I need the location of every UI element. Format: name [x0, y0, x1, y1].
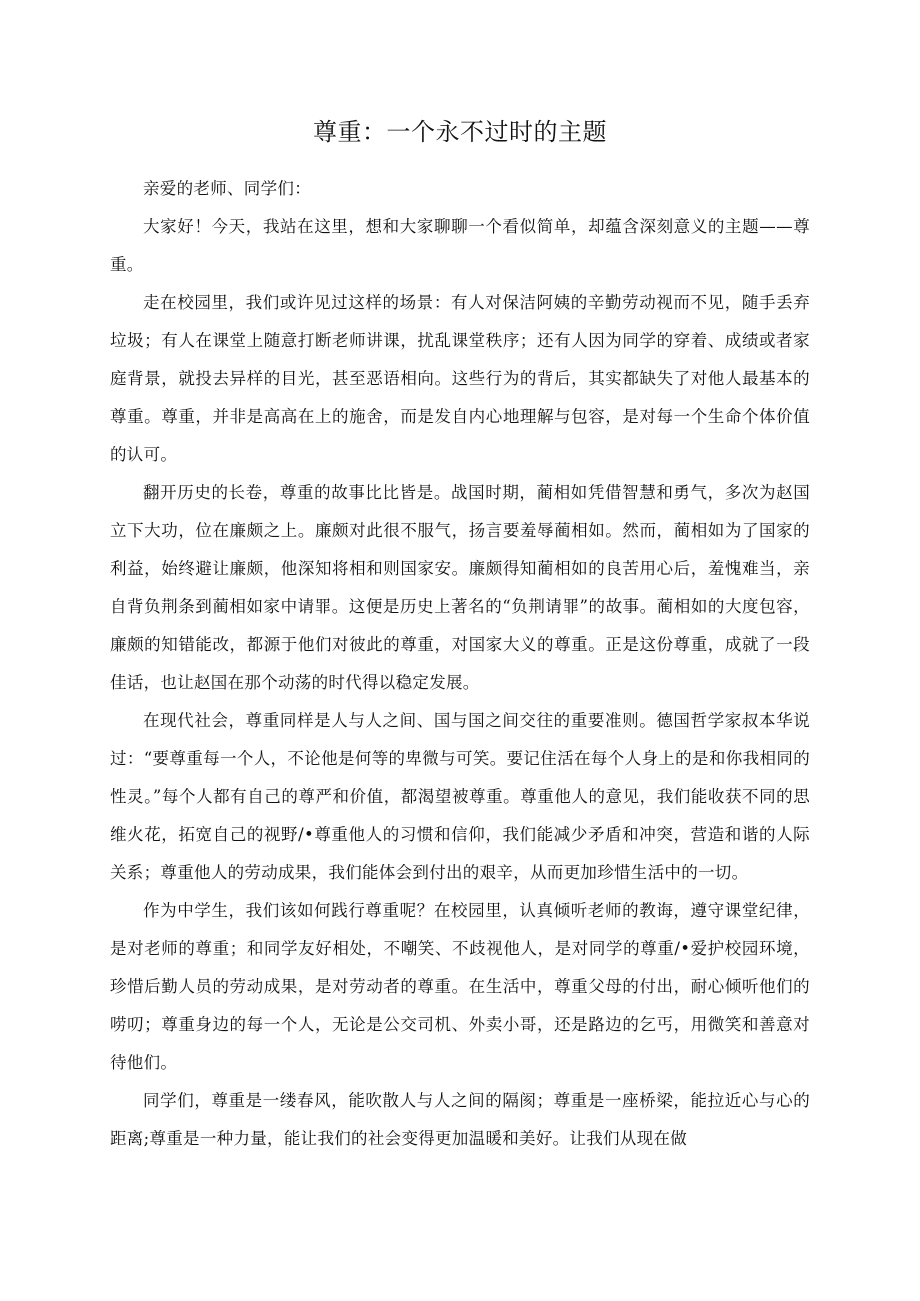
- paragraph-modern-society: 在现代社会，尊重同样是人与人之间、国与国之间交往的重要准则。德国哲学家叔本华说过：“要尊重每一个人，不论他是何等的卑微与可笑。要记住活在每个人身上的是和你我相同的性灵。”每个人都有自己的尊严和价值，都渴望被尊重。尊重他人的意见，我们能收获不同的思维火花，拓宽自己的视野/•尊重他人的习惯和信仰，我们能减少矛盾和冲突，营造和谐的人际关系；尊重他人的劳动成果，我们能体会到付出的艰辛，从而更加珍惜生活中的一切。: [110, 711, 810, 882]
- page-title: 尊重：一个永不过时的主题: [313, 118, 607, 146]
- paragraph-students: 作为中学生，我们该如何践行尊重呢？在校园里，认真倾听老师的教诲，遵守课堂纪律，是对老师的尊重；和同学友好相处，不嘲笑、不歧视他人，是对同学的尊重/•爱护校园环境，珍惜后勤人员的劳动成果，是对劳动者的尊重。在生活中，尊重父母的付出，耐心倾听他们的唠叨；尊重身边的每一个人，无论是公交司机、外卖小哥，还是路边的乞丐，用微笑和善意对待他们。: [110, 901, 810, 1072]
- speech-body: [110, 170, 810, 1158]
- paragraph-greeting: 大家好！今天，我站在这里，想和大家聊聊一个看似简单，却蕴含深刻意义的主题——尊重。: [110, 217, 810, 274]
- paragraph-conclusion: 同学们，尊重是一缕春风，能吹散人与人之间的隔阂；尊重是一座桥梁，能拉近心与心的距离;尊重是一种力量，能让我们的社会变得更加温暖和美好。让我们从现在做: [110, 1091, 810, 1148]
- paragraph-history: 翻开历史的长卷，尊重的故事比比皆是。战国时期，蔺相如凭借智慧和勇气，多次为赵国立下大功，位在廉颇之上。廉颇对此很不服气，扬言要羞辱蔺相如。然而，蔺相如为了国家的利益，始终避让廉颇，他深知将相和则国家安。廉颇得知蔺相如的良苦用心后，羞愧难当，亲自背负荆条到蔺相如家中请罪。这便是历史上著名的“负荆请罪”的故事。蔺相如的大度包容，廉颇的知错能改，都源于他们对彼此的尊重，对国家大义的尊重。正是这份尊重，成就了一段佳话，也让赵国在那个动荡的时代得以稳定发展。: [110, 483, 810, 692]
- salutation: 亲爱的老师、同学们：: [143, 179, 311, 198]
- paragraph-campus-scenes: 走在校园里，我们或许见过这样的场景：有人对保洁阿姨的辛勤劳动视而不见，随手丢弃垃圾；有人在课堂上随意打断老师讲课，扰乱课堂秩序；还有人因为同学的穿着、成绩或者家庭背景，就投去异样的目光，甚至恶语相向。这些行为的背后，其实都缺失了对他人最基本的尊重。尊重，并非是高高在上的施舍，而是发自内心地理解与包容，是对每一个生命个体价值的认可。: [110, 293, 810, 464]
